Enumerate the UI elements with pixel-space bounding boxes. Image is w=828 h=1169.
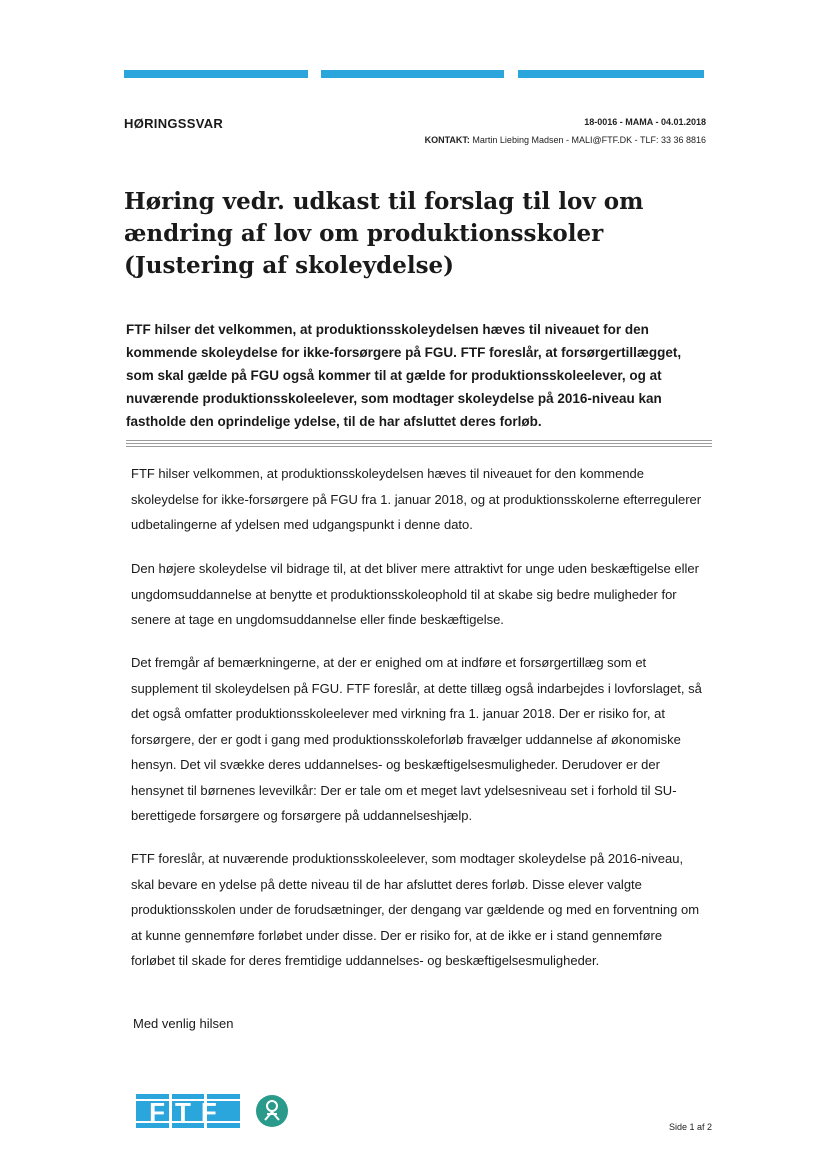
body-paragraph-1: FTF hilser velkommen, at produktionsskoleydelsen hæves til niveauet for den kommende skoleydelse for ikke-forsørgere på FGU fra 1. januar 2018, og at produktionsskolerne efterregulerer udbetalingerne af ydelsen med udgangspunkt i denne dato.: [131, 466, 702, 532]
ftf-logo: [136, 1094, 240, 1128]
divider: [126, 440, 712, 448]
logo-text: FTF: [149, 1097, 227, 1127]
seal-icon: [255, 1094, 289, 1128]
document-type: HØRINGSSVAR: [124, 116, 224, 131]
header-bar-1: [124, 70, 308, 78]
header-bar-2: [321, 70, 504, 78]
closing-greeting: Med venlig hilsen: [133, 1016, 234, 1031]
summary-paragraph: FTF hilser det velkommen, at produktionsskoleydelsen hæves til niveauet for den kommende skoleydelse for ikke-forsørgere på FGU. FTF foreslår, at forsørgertillægget, som skal gælde på FGU også kommer til at gælde for produktionsskoleelever, og at nuværende produktionsskoleelever, som modtager skoleydelse på 2016-niveau kan fastholde den oprindelige ydelse, til de har afsluttet deres forløb.: [126, 322, 682, 429]
contact-line: [425, 135, 706, 145]
body-paragraph-4: FTF foreslår, at nuværende produktionsskoleelever, som modtager skoleydelse på 2016-niveau, skal bevare en ydelse på dette niveau til de har afsluttet deres forløb. Disse elever valgte produktionsskolen under de forudsætninger, der dengang var gældende og med en forventning om at kunne gennemføre forløbet under disse. Der er risiko for, at de ikke er i stand gennemføre forløbet til skade for deres fremtidige uddannelses- og beskæftigelsesmuligheder.: [131, 851, 700, 968]
body-paragraph-2: Den højere skoleydelse vil bidrage til, at det bliver mere attraktivt for unge uden beskæftigelse eller ungdomsuddannelse at benytte et produktionsskoleophold til at skabe sig bedre muligheder for senere at tage en ungdomsuddannelse eller finde beskæftigelse.: [131, 561, 699, 627]
contact-details: Martin Liebing Madsen - MALI@FTF.DK - TLF: 33 36 8816: [472, 135, 706, 145]
header-color-bars: [124, 70, 704, 78]
document-title: Høring vedr. udkast til forslag til lov om ændring af lov om produktionsskoler (Justering af skoleydelse): [124, 188, 644, 279]
page-number: Side 1 af 2: [668, 1122, 712, 1132]
document-reference: 18-0016 - MAMA - 04.01.2018: [584, 117, 706, 127]
contact-label: KONTAKT:: [424, 135, 470, 145]
body-paragraph-3: Det fremgår af bemærkningerne, at der er enighed om at indføre et forsørgertillæg som et supplement til skoleydelsen på FGU. FTF foreslår, at dette tillæg også indarbejdes i lovforslaget, så det også omfatter produktionsskoleelever med virkning fra 1. januar 2018. Der er risiko for, at forsørgere, der er godt i gang med produktionsskoleforløb fravælger uddannelse af økonomiske hensyn. Det vil svække deres uddannelses- og beskæftigelsesmuligheder. Derudover er der hensynet til børnenes levevilkår: Der er tale om et meget lavt ydelsesniveau set i forhold til SU-berettigede forsørgere og forsørgere på uddannelseshjælp.: [131, 655, 702, 823]
header-bar-3: [518, 70, 704, 78]
